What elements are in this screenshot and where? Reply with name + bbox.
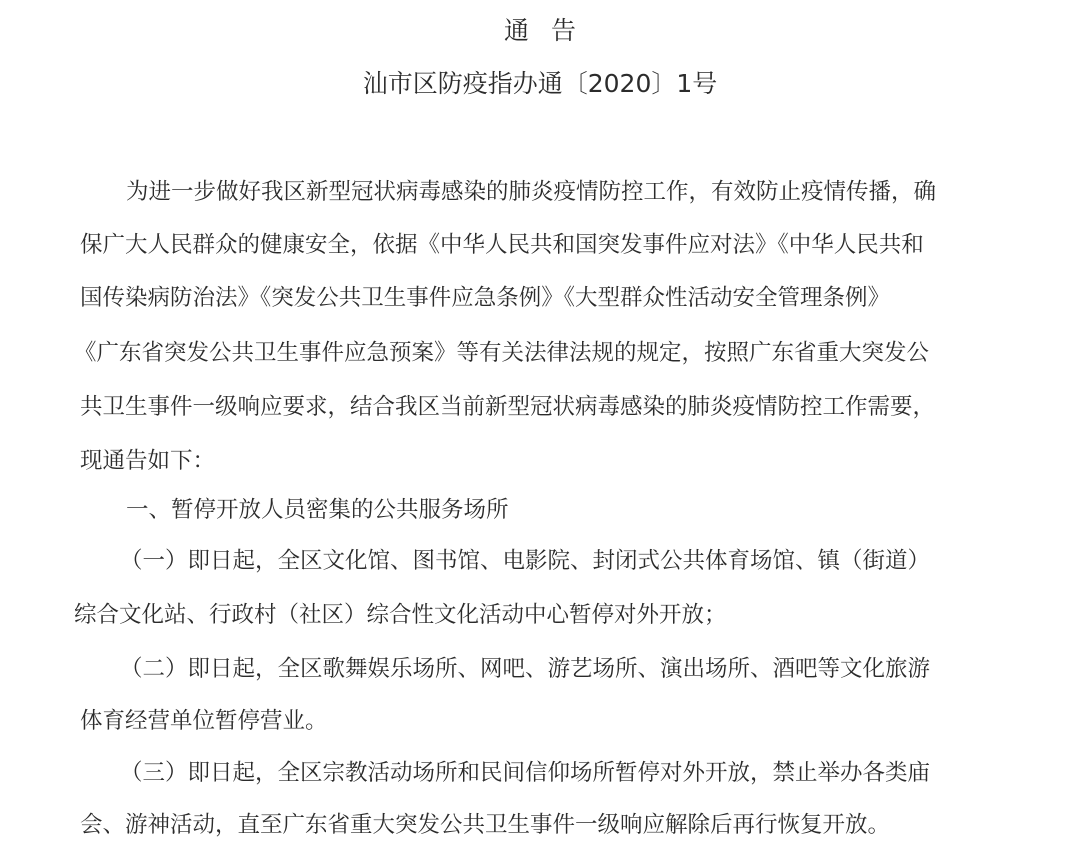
preamble-line-4: 《广东省突发公共卫生事件应急预案》等有关法律法规的规定，按照广东省重大突发公 [74, 340, 930, 366]
notice-title [0, 14, 1080, 48]
preamble-line-2: 保广大人民群众的健康安全，依据《中华人民共和国突发事件应对法》《中华人民共和 [80, 232, 924, 258]
preamble-line-3: 国传染病防治法》《突发公共卫生事件应急条例》《大型群众性活动安全管理条例》 [80, 285, 891, 311]
notice-reference-number: 汕市区防疫指办通〔2020〕1号 [362, 69, 718, 98]
preamble-line-6: 现通告如下： [80, 448, 216, 474]
item-1-line-1: （一）即日起，全区文化馆、图书馆、电影院、封闭式公共体育场馆、镇（街道） [120, 548, 931, 574]
preamble-line-1: 为进一步做好我区新型冠状病毒感染的肺炎疫情防控工作，有效防止疫情传播，确 [126, 179, 937, 205]
notice-title-part1: 通 [503, 16, 529, 45]
item-3-line-1: （三）即日起，全区宗教活动场所和民间信仰场所暂停对外开放，禁止举办各类庙 [120, 760, 931, 786]
section-heading-1: 一、暂停开放人员密集的公共服务场所 [126, 497, 509, 523]
item-3-line-2: 会、游神活动，直至广东省重大突发公共卫生事件一级响应解除后再行恢复开放。 [80, 812, 891, 838]
preamble-line-5: 共卫生事件一级响应要求，结合我区当前新型冠状病毒感染的肺炎疫情防控工作需要， [80, 394, 936, 420]
item-2-line-2: 体育经营单位暂停营业。 [80, 708, 328, 734]
item-2-line-1: （二）即日起，全区歌舞娱乐场所、网吧、游艺场所、演出场所、酒吧等文化旅游 [120, 656, 931, 682]
item-1-line-2: 综合文化站、行政村（社区）综合性文化活动中心暂停对外开放； [74, 602, 727, 628]
notice-title-part2: 告 [551, 16, 577, 45]
